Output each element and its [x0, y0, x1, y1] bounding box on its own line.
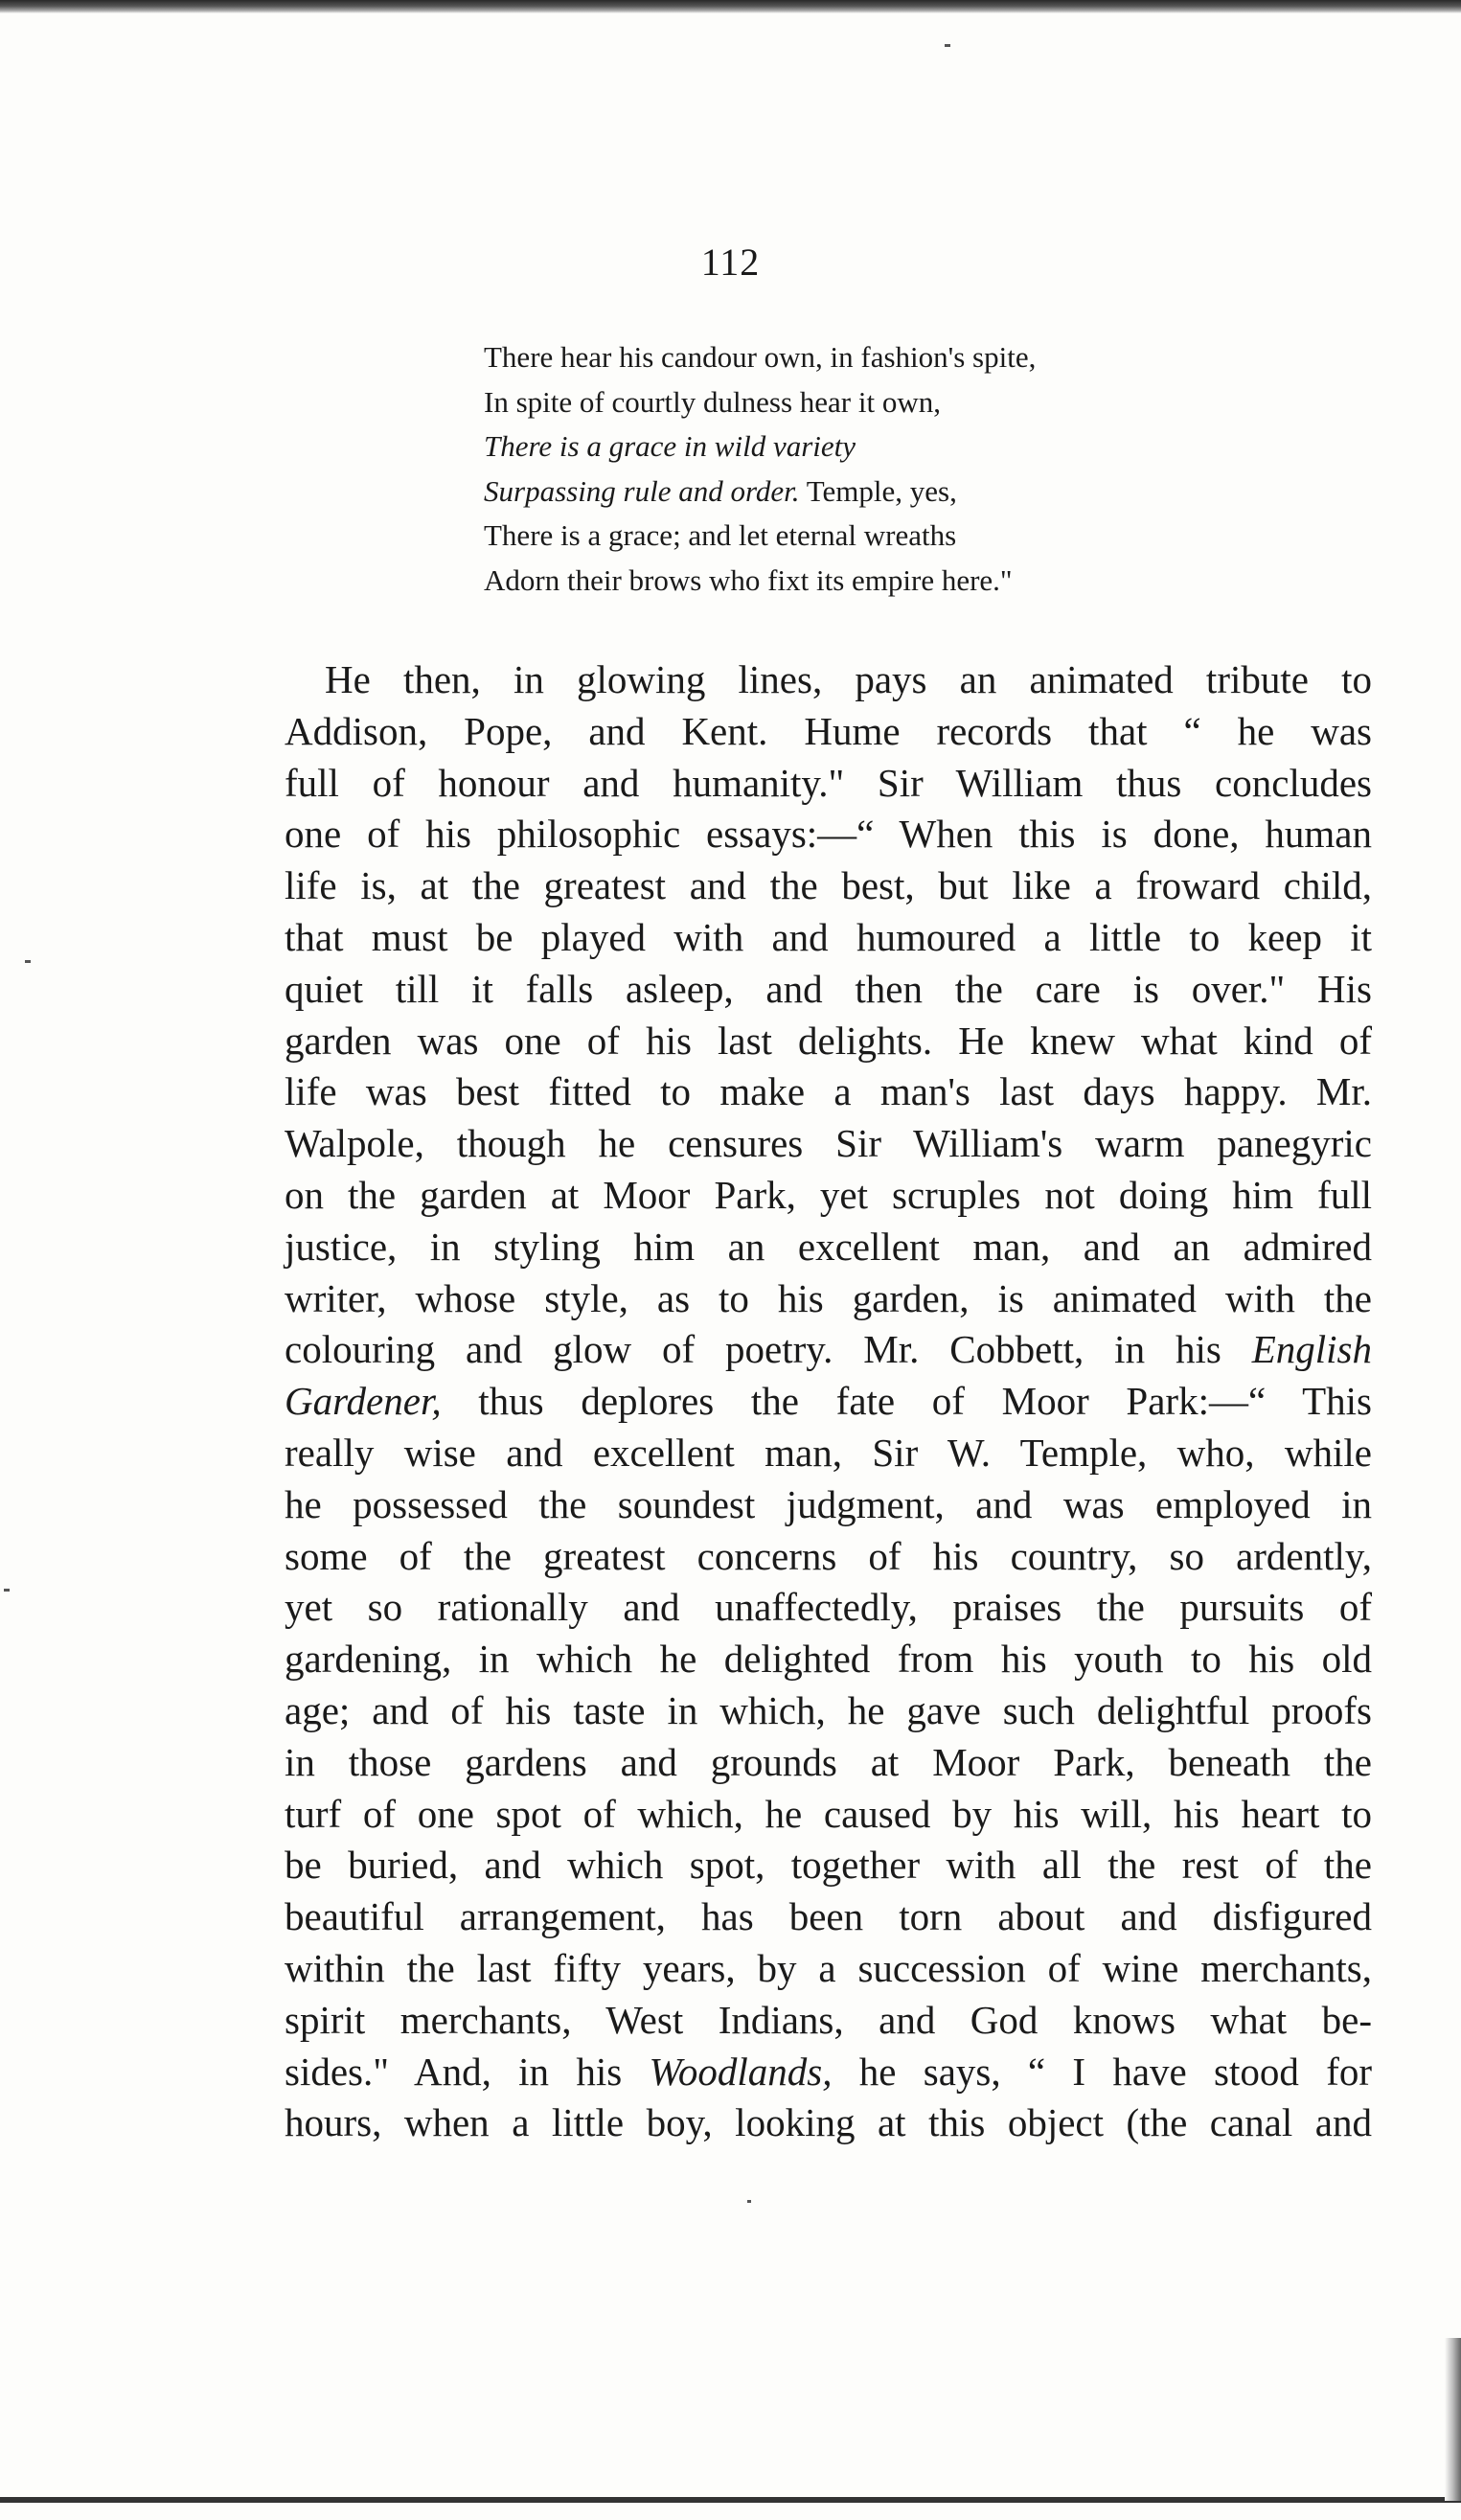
text-segment: There hear his candour own, in fashion's spite,: [484, 340, 1037, 374]
text-segment: Addison, Pope, and Kent. Hume records that “ he was: [285, 708, 1372, 753]
text-line: [285, 1995, 1372, 2047]
verse-line: [484, 335, 1250, 380]
text-line: [285, 964, 1372, 1016]
text-segment: garden was one of his last delights. He knew what kind of: [285, 1018, 1372, 1063]
text-segment: some of the greatest concerns of his country, so ardently,: [285, 1533, 1372, 1578]
speck-mark: [945, 44, 950, 47]
text-line: [285, 1789, 1372, 1841]
text-line: [285, 2047, 1372, 2098]
text-segment: Walpole, though he censures Sir William's warm panegyric: [285, 1121, 1372, 1166]
text-segment: life is, at the greatest and the best, but like a froward child,: [285, 863, 1372, 908]
verse-line: [484, 424, 1250, 470]
text-segment: gardening, in which he delighted from his youth to his old: [285, 1637, 1372, 1682]
text-segment: within the last fifty years, by a succession of wine merchants,: [285, 1945, 1372, 1990]
text-line: [285, 1428, 1372, 1479]
text-segment: in those gardens and grounds at Moor Park, beneath the: [285, 1739, 1372, 1784]
text-segment: on the garden at Moor Park, yet scruples not doing him full: [285, 1172, 1372, 1217]
text-segment: sides." And, in his: [285, 2049, 650, 2094]
body-paragraph: [285, 654, 1372, 2149]
text-segment: be buried, and which spot, together with all the rest of the: [285, 1843, 1372, 1888]
text-segment: age; and of his taste in which, he gave such delightful proofs: [285, 1687, 1372, 1732]
italic-text-segment: English: [1251, 1327, 1372, 1372]
italic-text-segment: Gardener,: [285, 1379, 442, 1424]
text-line: [285, 1118, 1372, 1170]
text-line: [285, 2097, 1372, 2149]
speck-mark: [747, 2200, 751, 2203]
text-segment: life was best fitted to make a man's last days happy. Mr.: [285, 1069, 1372, 1114]
verse-quotation: [484, 335, 1250, 603]
text-segment: one of his philosophic essays:—“ When this is done, human: [285, 812, 1372, 857]
italic-text-segment: Woodlands,: [649, 2049, 833, 2094]
text-segment: spirit merchants, West Indians, and God knows what be-: [285, 1997, 1372, 2042]
text-segment: quiet till it falls asleep, and then the care is over." His: [285, 966, 1372, 1011]
page-right-edge: [1445, 2338, 1461, 2501]
text-line: [285, 1685, 1372, 1737]
text-line: [285, 1016, 1372, 1067]
text-segment: really wise and excellent man, Sir W. Temple, who, while: [285, 1430, 1372, 1475]
page-bottom-edge: [0, 2497, 1461, 2503]
text-line: [285, 1582, 1372, 1634]
verse-line: [484, 470, 1250, 515]
text-segment: There is a grace; and let eternal wreaths: [484, 518, 957, 552]
text-segment: He then, in glowing lines, pays an animated tribute to: [325, 657, 1372, 701]
text-line: [285, 1066, 1372, 1118]
page-top-edge: [0, 0, 1461, 13]
speck-mark: [25, 960, 31, 963]
verse-line: [484, 380, 1250, 425]
text-segment: turf of one spot of which, he caused by his will, his heart to: [285, 1791, 1372, 1836]
text-segment: full of honour and humanity." Sir William thus concludes: [285, 760, 1372, 805]
text-segment: justice, in styling him an excellent man, and an admired: [285, 1224, 1372, 1269]
text-segment: colouring and glow of poetry. Mr. Cobbett, in his: [285, 1327, 1252, 1372]
italic-text-segment: There is a grace in wild variety: [484, 429, 856, 463]
text-line: [285, 912, 1372, 964]
text-line: [285, 860, 1372, 912]
text-segment: beautiful arrangement, has been torn about and disfigured: [285, 1894, 1372, 1939]
text-line: [285, 654, 1372, 706]
italic-text-segment: Surpassing rule and order.: [484, 473, 800, 508]
text-line: [285, 706, 1372, 758]
text-segment: that must be played with and humoured a little to keep it: [285, 914, 1372, 959]
text-line: [285, 1222, 1372, 1273]
text-line: [285, 1531, 1372, 1583]
text-segment: thus deplores the fate of Moor Park:—“ This: [441, 1379, 1372, 1424]
text-line: [285, 809, 1372, 860]
text-segment: he says, “ I have stood for: [832, 2049, 1372, 2094]
text-line: [285, 1324, 1372, 1376]
text-line: [285, 1634, 1372, 1685]
text-segment: In spite of courtly dulness hear it own,: [484, 384, 941, 419]
text-segment: writer, whose style, as to his garden, is animated with the: [285, 1275, 1372, 1320]
text-line: [285, 1943, 1372, 1995]
text-segment: he possessed the soundest judgment, and was employed in: [285, 1481, 1372, 1526]
text-line: [285, 758, 1372, 810]
text-line: [285, 1479, 1372, 1531]
text-segment: hours, when a little boy, looking at this object (the canal and: [285, 2100, 1372, 2145]
text-segment: yet so rationally and unaffectedly, praises the pursuits of: [285, 1585, 1372, 1630]
speck-mark: [4, 1589, 10, 1592]
text-line: [285, 1891, 1372, 1943]
text-segment: Temple, yes,: [799, 473, 957, 508]
text-line: [285, 1376, 1372, 1428]
verse-line: [484, 514, 1250, 559]
text-line: [285, 1170, 1372, 1222]
page-number: 112: [700, 241, 761, 284]
text-line: [285, 1840, 1372, 1891]
text-line: [285, 1737, 1372, 1789]
text-line: [285, 1273, 1372, 1325]
text-segment: Adorn their brows who fixt its empire here.": [484, 562, 1013, 597]
verse-line: [484, 559, 1250, 604]
